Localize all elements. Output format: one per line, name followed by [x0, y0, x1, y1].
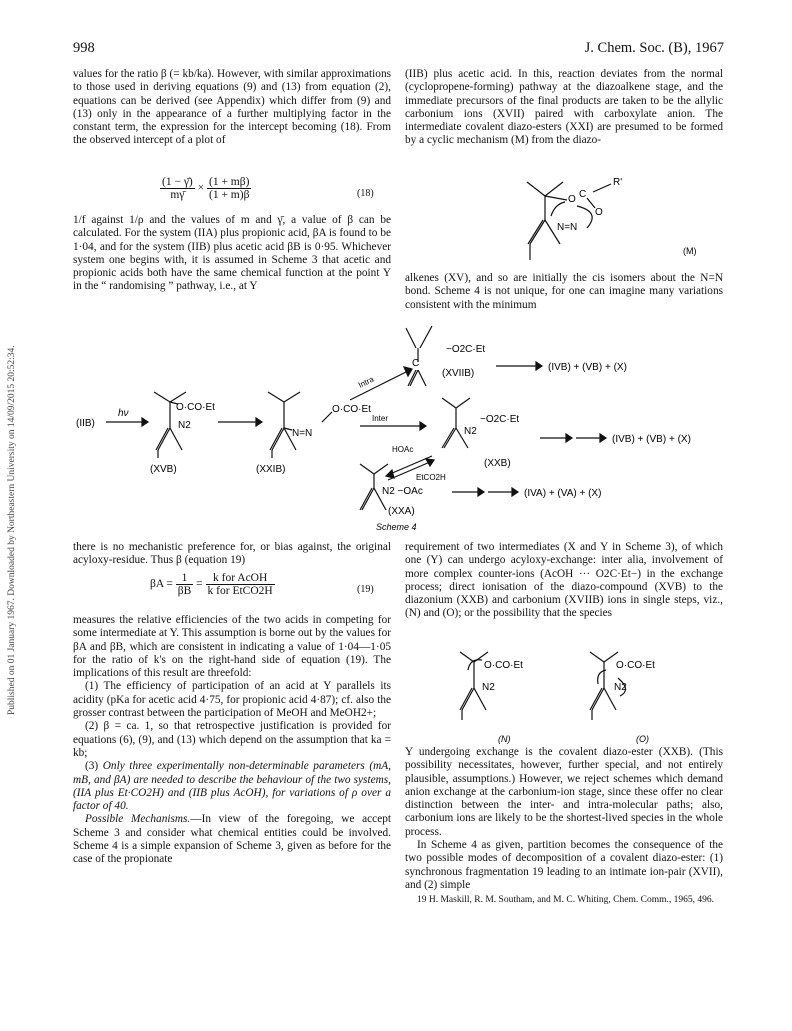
- equation-19: [150, 572, 275, 597]
- intra-label: Intra: [356, 374, 376, 390]
- xxa-label: (XXA): [388, 506, 415, 517]
- eq19-n2: k for AcOH: [206, 572, 275, 585]
- equation-18: [160, 176, 251, 201]
- m-label: (M): [683, 246, 697, 256]
- equation-number-18: (18): [357, 188, 374, 199]
- xvb-n2: N2: [178, 420, 191, 431]
- left-column-mid: [73, 214, 391, 294]
- n-group: O·CO·Et: [484, 660, 523, 671]
- paragraph-text: —In view of the foregoing, we accept Scheme 3 and consider what chemical entities could be involved. Scheme 4 is a simple expansion of Scheme 3, given as before for the case of the propionate: [73, 813, 391, 866]
- eq19-n1: 1: [176, 572, 194, 585]
- eq19-d2: k for EtCO2H: [207, 585, 273, 597]
- mechanism-m-figure: [515, 172, 715, 262]
- scheme-caption: Scheme 4: [376, 522, 417, 532]
- xvb-group: O·CO·Et: [176, 402, 215, 413]
- paragraph: 1/f against 1/ρ and the values of m and γ̄, a value of β can be calculated. For the system (IIA) plus propionic acid, βA is found to be 1·04, and for the system (IIB) plus acetic acid βB is 0·95. Whichever system one begins with, it is assumed in Scheme 3 that acetic and propionic acids both have the same chemical function at the point Y in the “ randomising ” pathway, i.e., at Y: [73, 214, 391, 293]
- eq18-num1: (1 − γ̄): [162, 176, 193, 188]
- o-label: (O): [636, 734, 649, 744]
- products-3: (IVA) + (VA) + (X): [524, 488, 602, 499]
- item-number: (3): [85, 760, 103, 773]
- eq18-times: ×: [197, 182, 205, 195]
- hv-label: hν: [118, 408, 129, 419]
- paragraph: values for the ratio β (= kb/ka). However, with similar approximations to those used in deriving equations (9) and (13) from equation (2), equations can be derived (see Appendix) which differ from (9) and (13) only in the appearance of a further multiplying factor in the constant term, the expression for the intercept becoming (18). From the observed intercept of a plot of: [73, 68, 391, 147]
- paragraph: alkenes (XV), and so are initially the cis isomers about the N=N bond. Scheme 4 is not unique, for one can imagine many variations consistent with the minimum: [405, 272, 723, 311]
- o-group: O·CO·Et: [616, 660, 655, 671]
- paragraph: (IIB) plus acetic acid. In this, reaction deviates from the normal (cyclopropene-forming) pathway at the diazoalkene stage, and the immediate precursors of the final products are taken to be the allylic carbonium ions (XVII) paired with carboxylate anion. The intermediate covalent diazo-esters (XXI) are presumed to be formed by a cyclic mechanism (M) from the diazo-: [405, 68, 723, 147]
- eq19-d1: βB: [177, 585, 192, 597]
- eq18-num2: (1 + mβ): [208, 176, 250, 188]
- m-r-group: R': [613, 177, 623, 188]
- paragraph: [73, 813, 391, 866]
- right-column-mid: [405, 272, 723, 312]
- etco2h-label: EtCO2H: [416, 473, 446, 482]
- paragraph: measures the relative efficiencies of the two acids in competing for some intermediate at Y. This assumption is borne out by the values for βA and βB, which are consistent in indicating a value of 1·04—1·05 for the ratio of k's on the right-hand side of equation (19). The implications of this result are threefold:: [73, 614, 391, 680]
- n-n2: N2: [482, 682, 495, 693]
- hoac-label: HOAc: [392, 445, 414, 454]
- paragraph: requirement of two intermediates (X and Y in Scheme 3), of which one (Y) can undergo acyloxy-exchange: inter alia, involvement of more complex counter-ions (AcOH ··· O2C·Et−) in the exchange process; direct ionisation of the diazo-compound (XVB) to the diazonium (XXB) and carbonium (XVIIB) ions in single steps, viz., (N) and (O); or the possibility that the species: [405, 541, 723, 620]
- equation-number-19: (19): [357, 584, 374, 595]
- left-column-lower: [73, 614, 391, 867]
- m-nn: N=N: [557, 222, 578, 233]
- xxib-label: (XXIB): [256, 464, 286, 475]
- xxb-n2: N2: [464, 426, 477, 437]
- xxib-nn: N=N: [292, 428, 313, 439]
- paragraph: In Scheme 4 as given, partition becomes the consequence of the two possible modes of decomposition of a covalent diazo-ester: (1) synchronous fragmentation 19 leading to an intimate ion-pair (XVII), and (2) simple: [405, 839, 723, 891]
- paragraph: (1) The efficiency of participation of an acid at Y parallels its acidity (pKa for acetic acid 4·75, for propionic acid 4·87); cf. also the grosser contrast between the participation of MeOH and MeOH2+;: [73, 680, 391, 720]
- eq19-lhs: βA =: [150, 578, 173, 591]
- section-heading: Possible Mechanisms.: [85, 813, 191, 826]
- xviib-anion: −O2C·Et: [446, 344, 486, 355]
- xxb-anion: −O2C·Et: [480, 414, 520, 425]
- download-notice: Published on 01 January 1967. Downloaded by Northeastern University on 14/09/2015 20:52:34.: [7, 345, 17, 715]
- paragraph: [73, 760, 391, 813]
- eq18-den2: (1 + m)β: [208, 189, 250, 201]
- eq19-eq: =: [196, 578, 203, 591]
- right-column-lower: [405, 746, 723, 907]
- footnote: 19 H. Maskill, R. M. Southam, and M. C. Whiting, Chem. Comm., 1965, 496.: [417, 895, 714, 906]
- m-oxygen-2: O: [595, 207, 603, 218]
- left-column-bottom: [73, 541, 391, 568]
- right-column-bottom: [405, 541, 723, 621]
- right-column-top: [405, 68, 723, 148]
- products-2: (IVB) + (VB) + (X): [612, 434, 691, 445]
- scheme-4: [70, 318, 730, 534]
- left-column-top: [73, 68, 391, 148]
- inter-label: Inter: [372, 414, 389, 423]
- paragraph: Y undergoing exchange is the covalent diazo-ester (XXB). (This possibility necessitates, however, further special, and not entirely plausible, assumptions.) However, we reject schemes which demand anion exchange at the carbonium-ion stage, since these offer no clear distinction between the inter- and intra-molecular paths; also, carbonium ions are likely to be the shortest-lived species in the whole process.: [405, 746, 723, 838]
- xxib-group: O·CO·Et: [332, 404, 371, 415]
- paragraph: (2) β = ca. 1, so that retrospective justification is provided for equations (6), (9), and (13) which depend on the assumption that ka = kb;: [73, 720, 391, 759]
- journal-header: J. Chem. Soc. (B), 1967: [584, 40, 724, 56]
- xvb-label: (XVB): [150, 464, 177, 475]
- xviib-label: (XVIIB): [442, 368, 475, 379]
- iib-label: (IIB): [76, 418, 95, 429]
- emphasis-text: Only three experimentally non-determinable parameters (mA, mB, and βA) are needed to describe the behaviour of the two systems, (IIA plus Et·CO2H) and (IIB plus AcOH), for variations of ρ over a factor of 40.: [73, 760, 391, 813]
- eq18-den1: mγ̄: [170, 189, 185, 201]
- paragraph: there is no mechanistic preference for, or bias against, the original acyloxy-residue. Thus β (equation 19): [73, 541, 391, 567]
- xviib-carbon: C: [412, 358, 420, 369]
- products-1: (IVB) + (VB) + (X): [548, 362, 627, 373]
- xxb-label: (XXB): [484, 458, 511, 469]
- xxa-group: N2 −OAc: [382, 486, 423, 497]
- n-label: (N): [498, 734, 511, 744]
- m-carbon: C: [579, 189, 587, 200]
- o-n2: N2: [614, 682, 627, 693]
- page-number: 998: [73, 40, 95, 56]
- m-oxygen-1: O: [568, 194, 576, 205]
- structures-n-o: [440, 648, 700, 748]
